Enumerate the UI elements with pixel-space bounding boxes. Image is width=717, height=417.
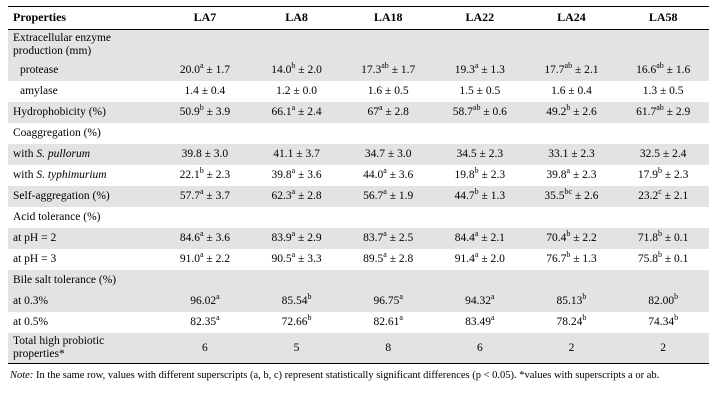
cell-value: 91.0$^a$ ± 2.2	[159, 249, 251, 270]
cell-value: 1.6 ± 0.4	[526, 81, 618, 102]
column-header-la58: LA58	[617, 7, 709, 30]
table-row	[8, 312, 709, 333]
cell-value: 39.8$^a$ ± 2.3	[526, 165, 618, 186]
cell-value: 32.5 ± 2.4	[617, 144, 709, 165]
cell-value: 57.7$^a$ ± 3.7	[159, 186, 251, 207]
cell-value: 19.8$^b$ ± 2.3	[434, 165, 526, 186]
cell-value	[251, 30, 343, 61]
row-label: with S. pullorum	[8, 144, 159, 165]
cell-value: 1.5 ± 0.5	[434, 81, 526, 102]
cell-value	[342, 207, 434, 228]
cell-value	[617, 207, 709, 228]
cell-value: 84.6$^a$ ± 3.6	[159, 228, 251, 249]
cell-value: 33.1 ± 2.3	[526, 144, 618, 165]
cell-value	[434, 123, 526, 144]
row-label: at 0.5%	[8, 312, 159, 333]
cell-value: 78.24$^b$	[526, 312, 618, 333]
column-header-la22: LA22	[434, 7, 526, 30]
cell-value	[617, 123, 709, 144]
cell-value: 17.7$^{ab}$ ± 2.1	[526, 60, 618, 81]
cell-value: 20.0$^a$ ± 1.7	[159, 60, 251, 81]
cell-value: 96.75$^a$	[342, 291, 434, 312]
cell-value: 34.7 ± 3.0	[342, 144, 434, 165]
cell-value: 85.13$^b$	[526, 291, 618, 312]
cell-value: 50.9$^b$ ± 3.9	[159, 102, 251, 123]
cell-value: 16.6$^{ab}$ ± 1.6	[617, 60, 709, 81]
cell-value: 44.7$^b$ ± 1.3	[434, 186, 526, 207]
row-label: Bile salt tolerance (%)	[8, 270, 159, 291]
cell-value: 1.6 ± 0.5	[342, 81, 434, 102]
cell-value: 74.34$^b$	[617, 312, 709, 333]
column-header-la7: LA7	[159, 7, 251, 30]
cell-value	[342, 123, 434, 144]
cell-value: 19.3$^a$ ± 1.3	[434, 60, 526, 81]
cell-value	[251, 270, 343, 291]
table-row	[8, 249, 709, 270]
cell-value	[434, 270, 526, 291]
cell-value: 2	[617, 333, 709, 364]
cell-value: 82.61$^a$	[342, 312, 434, 333]
cell-value: 84.4$^a$ ± 2.1	[434, 228, 526, 249]
cell-value: 76.7$^b$ ± 1.3	[526, 249, 618, 270]
cell-value: 2	[526, 333, 618, 364]
cell-value: 34.5 ± 2.3	[434, 144, 526, 165]
cell-value: 39.8 ± 3.0	[159, 144, 251, 165]
cell-value	[617, 30, 709, 61]
cell-value	[159, 270, 251, 291]
row-label: Extracellular enzyme production (mm)	[8, 30, 159, 61]
cell-value: 94.32$^a$	[434, 291, 526, 312]
cell-value: 83.9$^a$ ± 2.9	[251, 228, 343, 249]
table-row	[8, 165, 709, 186]
row-label: protease	[8, 60, 159, 81]
table-row	[8, 102, 709, 123]
cell-value: 75.8$^b$ ± 0.1	[617, 249, 709, 270]
table-note	[8, 369, 709, 382]
cell-value: 5	[251, 333, 343, 364]
cell-value: 82.35$^a$	[159, 312, 251, 333]
cell-value: 23.2$^c$ ± 2.1	[617, 186, 709, 207]
table-row	[8, 186, 709, 207]
column-header-la24: LA24	[526, 7, 618, 30]
cell-value: $67^a \pm 2.8$	[342, 102, 434, 123]
row-label: Self-aggregation (%)	[8, 186, 159, 207]
table-row	[8, 30, 709, 61]
cell-value: 90.5$^a$ ± 3.3	[251, 249, 343, 270]
cell-value: 17.9$^b$ ± 2.3	[617, 165, 709, 186]
cell-value: 17.3$^{ab}$ ± 1.7	[342, 60, 434, 81]
column-header-la18: LA18	[342, 7, 434, 30]
cell-value: 83.7$^a$ ± 2.5	[342, 228, 434, 249]
cell-value: 96.02$^a$	[159, 291, 251, 312]
table-row	[8, 228, 709, 249]
cell-value: 83.49$^a$	[434, 312, 526, 333]
cell-value: 41.1 ± 3.7	[251, 144, 343, 165]
table-row	[8, 144, 709, 165]
row-label: Coaggregation (%)	[8, 123, 159, 144]
cell-value	[159, 123, 251, 144]
cell-value: 70.4$^b$ ± 2.2	[526, 228, 618, 249]
cell-value: 35.5$^{bc}$ ± 2.6	[526, 186, 618, 207]
cell-value	[251, 207, 343, 228]
probiotic-properties-table	[8, 6, 709, 364]
table-header	[8, 7, 709, 30]
cell-value: 6	[434, 333, 526, 364]
cell-value: 91.4$^a$ ± 2.0	[434, 249, 526, 270]
cell-value: 6	[159, 333, 251, 364]
column-header-la8: LA8	[251, 7, 343, 30]
note-prefix: Note:	[10, 370, 34, 381]
row-label: Total high probiotic properties*	[8, 333, 159, 364]
table-row	[8, 270, 709, 291]
cell-value: 82.00$^b$	[617, 291, 709, 312]
row-label: Acid tolerance (%)	[8, 207, 159, 228]
cell-value: 44.0$^a$ ± 3.6	[342, 165, 434, 186]
row-label: at pH = 2	[8, 228, 159, 249]
cell-value: 85.54$^b$	[251, 291, 343, 312]
cell-value	[526, 270, 618, 291]
row-label: with S. typhimurium	[8, 165, 159, 186]
table-row	[8, 60, 709, 81]
cell-value	[251, 123, 343, 144]
cell-value: 39.8$^a$ ± 3.6	[251, 165, 343, 186]
cell-value	[617, 270, 709, 291]
cell-value	[526, 207, 618, 228]
row-label: amylase	[8, 81, 159, 102]
cell-value: 1.4 ± 0.4	[159, 81, 251, 102]
cell-value: 66.1$^a$ ± 2.4	[251, 102, 343, 123]
cell-value	[159, 30, 251, 61]
cell-value	[159, 207, 251, 228]
note-text: In the same row, values with different superscripts (a, b, c) represent statistically significant differences (p < 0.05). *values with superscripts a or ab.	[33, 370, 660, 381]
cell-value: 89.5$^a$ ± 2.8	[342, 249, 434, 270]
row-label: at pH = 3	[8, 249, 159, 270]
cell-value: 56.7$^a$ ± 1.9	[342, 186, 434, 207]
cell-value: 72.66$^b$	[251, 312, 343, 333]
table-header-row	[8, 7, 709, 30]
column-header-properties: Properties	[8, 7, 159, 30]
cell-value: 49.2$^b$ ± 2.6	[526, 102, 618, 123]
cell-value	[526, 30, 618, 61]
cell-value	[342, 270, 434, 291]
cell-value: 62.3$^a$ ± 2.8	[251, 186, 343, 207]
table-row	[8, 207, 709, 228]
cell-value: 61.7$^{ab}$ ± 2.9	[617, 102, 709, 123]
table-body	[8, 30, 709, 364]
cell-value	[434, 30, 526, 61]
cell-value: 8	[342, 333, 434, 364]
row-label: Hydrophobicity (%)	[8, 102, 159, 123]
cell-value: 14.0$^b$ ± 2.0	[251, 60, 343, 81]
cell-value	[526, 123, 618, 144]
table-row	[8, 333, 709, 364]
cell-value: 1.3 ± 0.5	[617, 81, 709, 102]
table-row	[8, 81, 709, 102]
cell-value: 71.8$^b$ ± 0.1	[617, 228, 709, 249]
cell-value: 58.7$^{ab}$ ± 0.6	[434, 102, 526, 123]
row-label: at 0.3%	[8, 291, 159, 312]
cell-value	[342, 30, 434, 61]
cell-value: 22.1$^b$ ± 2.3	[159, 165, 251, 186]
cell-value: 1.2 ± 0.0	[251, 81, 343, 102]
cell-value	[434, 207, 526, 228]
table-row	[8, 123, 709, 144]
table-row	[8, 291, 709, 312]
